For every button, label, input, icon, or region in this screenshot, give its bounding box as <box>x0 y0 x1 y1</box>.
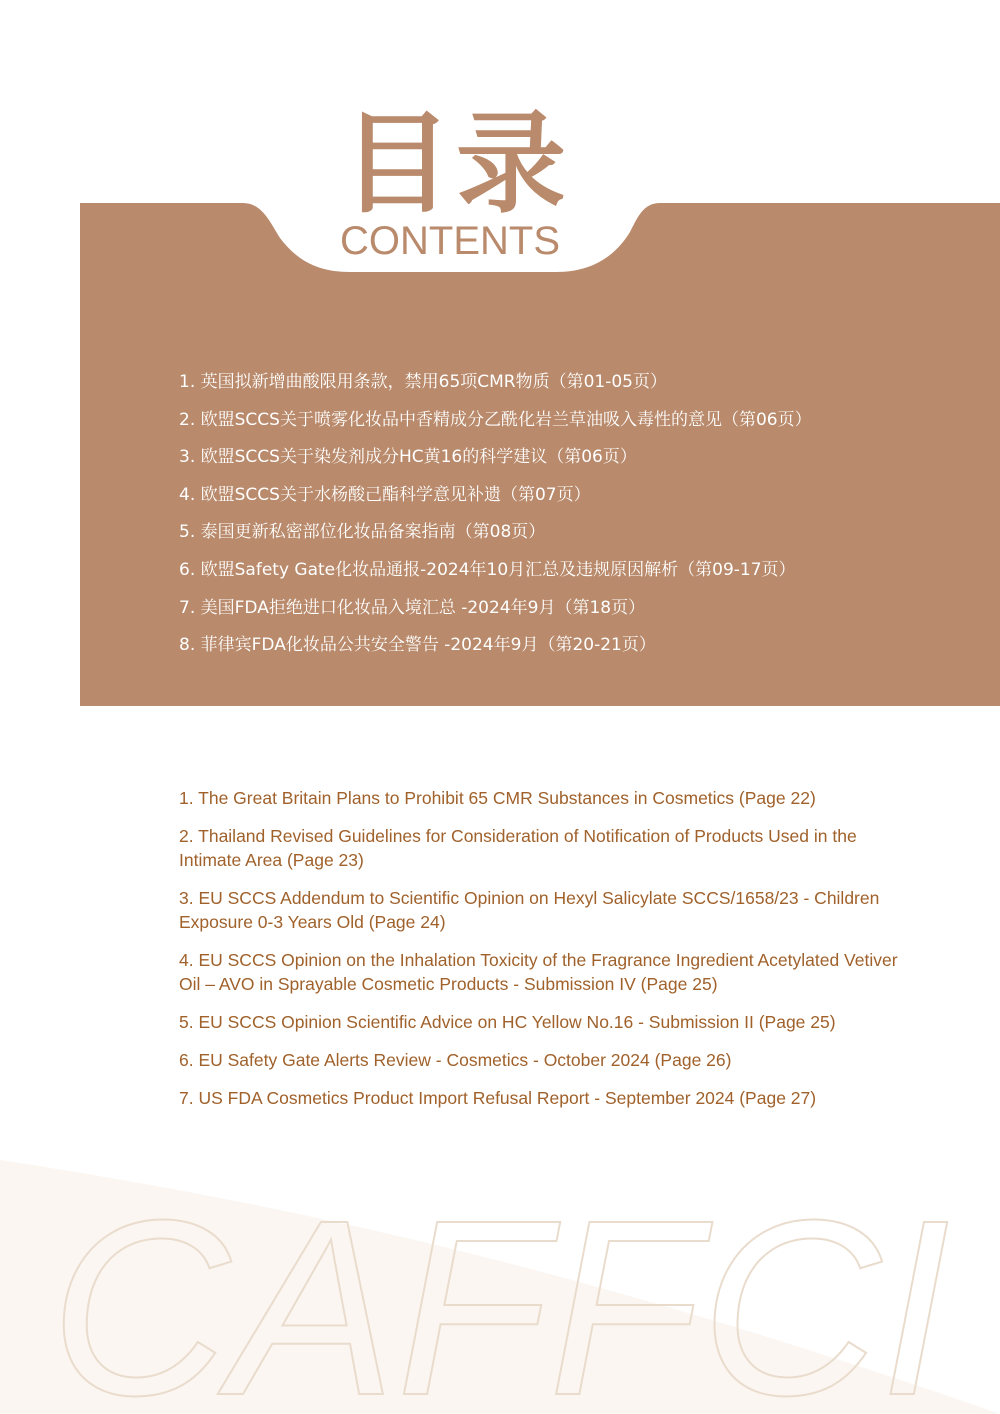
toc-item-cn[interactable]: 1. 英国拟新增曲酸限用条款，禁用65项CMR物质（第01-05页） <box>179 372 668 392</box>
toc-item-en[interactable]: 2. Thailand Revised Guidelines for Consideration of Notification of Products Used in the Intimate Area (Page 23) <box>179 826 857 870</box>
toc-item-cn[interactable]: 2. 欧盟SCCS关于喷雾化妆品中香精成分乙酰化岩兰草油吸入毒性的意见（第06页） <box>179 409 812 430</box>
toc-item-cn[interactable]: 3. 欧盟SCCS关于染发剂成分HC黄16的科学建议（第06页） <box>179 447 637 468</box>
toc-item-en[interactable]: 3. EU SCCS Addendum to Scientific Opinion on Hexyl Salicylate SCCS/1658/23 - Children Exposure 0-3 Years Old (Page 24) <box>179 888 880 932</box>
toc-item-cn[interactable]: 8. 菲律宾FDA化妆品公共安全警告 -2024年9月（第20-21页） <box>179 635 656 656</box>
toc-item-en[interactable]: 4. EU SCCS Opinion on the Inhalation Toxicity of the Fragrance Ingredient Acetylated Vetiver Oil – AVO in Sprayable Cosmetic Products - Submission IV (Page 25) <box>179 950 898 994</box>
toc-item-en[interactable]: 6. EU Safety Gate Alerts Review - Cosmetics - October 2024 (Page 26) <box>179 1050 732 1070</box>
toc-item-en[interactable]: 5. EU SCCS Opinion Scientific Advice on HC Yellow No.16 - Submission II (Page 25) <box>179 1012 836 1032</box>
page-title-cn: 目录 <box>342 100 570 228</box>
toc-list-cn <box>179 366 959 667</box>
toc-item-cn[interactable]: 6. 欧盟Safety Gate化妆品通报-2024年10月汇总及违规原因解析（第09-17页） <box>179 559 796 580</box>
toc-item-en[interactable]: 7. US FDA Cosmetics Product Import Refusal Report - September 2024 (Page 27) <box>179 1088 817 1108</box>
toc-item-cn[interactable]: 7. 美国FDA拒绝进口化妆品入境汇总 -2024年9月（第18页） <box>179 597 646 618</box>
toc-list-en <box>179 786 919 1124</box>
page-title-en: CONTENTS <box>340 219 560 263</box>
toc-item-cn[interactable]: 4. 欧盟SCCS关于水杨酸己酯科学意见补遗（第07页） <box>179 484 591 505</box>
toc-item-cn[interactable]: 5. 泰国更新私密部位化妆品备案指南（第08页） <box>179 522 546 543</box>
caffci-watermark <box>0 1180 1000 1414</box>
watermark-text: CAFFCI <box>50 1180 950 1414</box>
toc-item-en[interactable]: 1. The Great Britain Plans to Prohibit 65 CMR Substances in Cosmetics (Page 22) <box>179 788 816 808</box>
